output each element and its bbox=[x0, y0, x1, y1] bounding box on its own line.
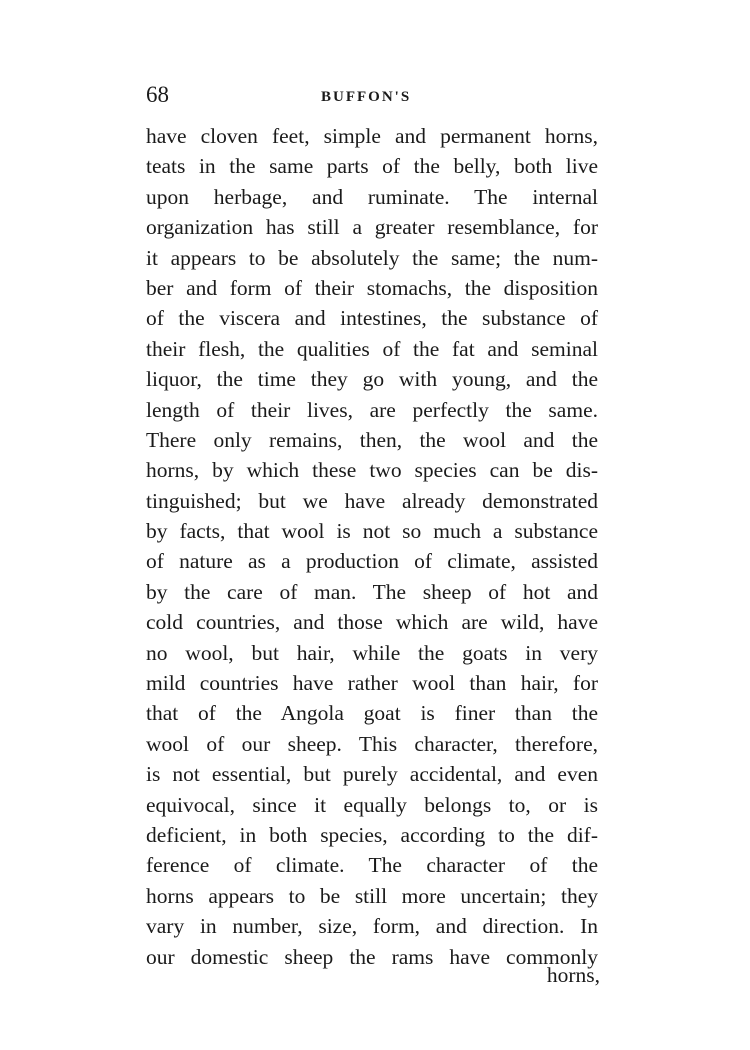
text-line: ference of climate. The character of the bbox=[146, 853, 598, 878]
text-line: their flesh, the qualities of the fat and seminal bbox=[146, 336, 598, 361]
text-line: liquor, the time they go with young, and the bbox=[146, 367, 598, 392]
text-line: deficient, in both species, according to the dif- bbox=[146, 822, 598, 847]
page-number: 68 bbox=[146, 82, 169, 107]
text-line: our domestic sheep the rams have commonly bbox=[146, 944, 598, 969]
text-line: horns appears to be still more uncertain; they bbox=[146, 883, 598, 908]
text-line: ber and form of their stomachs, the disposition bbox=[146, 275, 598, 300]
text-line: no wool, but hair, while the goats in very bbox=[146, 640, 598, 665]
text-line: cold countries, and those which are wild, have bbox=[146, 610, 598, 635]
text-line: length of their lives, are perfectly the same. bbox=[146, 397, 598, 422]
text-line: by facts, that wool is not so much a substance bbox=[146, 519, 598, 544]
catchword: horns, bbox=[546, 963, 600, 987]
text-line: is not essential, but purely accidental, and even bbox=[146, 762, 598, 787]
text-line: organization has still a greater resemblance, for bbox=[146, 215, 598, 240]
text-line: There only remains, then, the wool and the bbox=[146, 427, 598, 452]
text-line: upon herbage, and ruminate. The internal bbox=[146, 184, 598, 209]
text-line: have cloven feet, simple and permanent horns, bbox=[146, 124, 598, 148]
text-line: wool of our sheep. This character, therefore, bbox=[146, 731, 598, 756]
running-head: BUFFON'S bbox=[321, 89, 412, 105]
text-line: that of the Angola goat is finer than the bbox=[146, 701, 598, 726]
text-line: it appears to be absolutely the same; the num- bbox=[146, 245, 598, 270]
text-line: mild countries have rather wool than hair, for bbox=[146, 671, 598, 696]
text-line: by the care of man. The sheep of hot and bbox=[146, 579, 598, 604]
text-line: teats in the same parts of the belly, both live bbox=[146, 154, 598, 179]
body-text bbox=[146, 121, 598, 972]
text-line: of nature as a production of climate, assisted bbox=[146, 549, 598, 574]
text-line: of the viscera and intestines, the substance of bbox=[146, 306, 598, 331]
text-line: vary in number, size, form, and direction. In bbox=[146, 914, 598, 939]
text-line: horns, by which these two species can be dis- bbox=[146, 458, 598, 483]
page-header bbox=[146, 78, 606, 112]
text-line: tinguished; but we have already demonstrated bbox=[146, 488, 598, 513]
text-line: equivocal, since it equally belongs to, or is bbox=[146, 792, 598, 817]
